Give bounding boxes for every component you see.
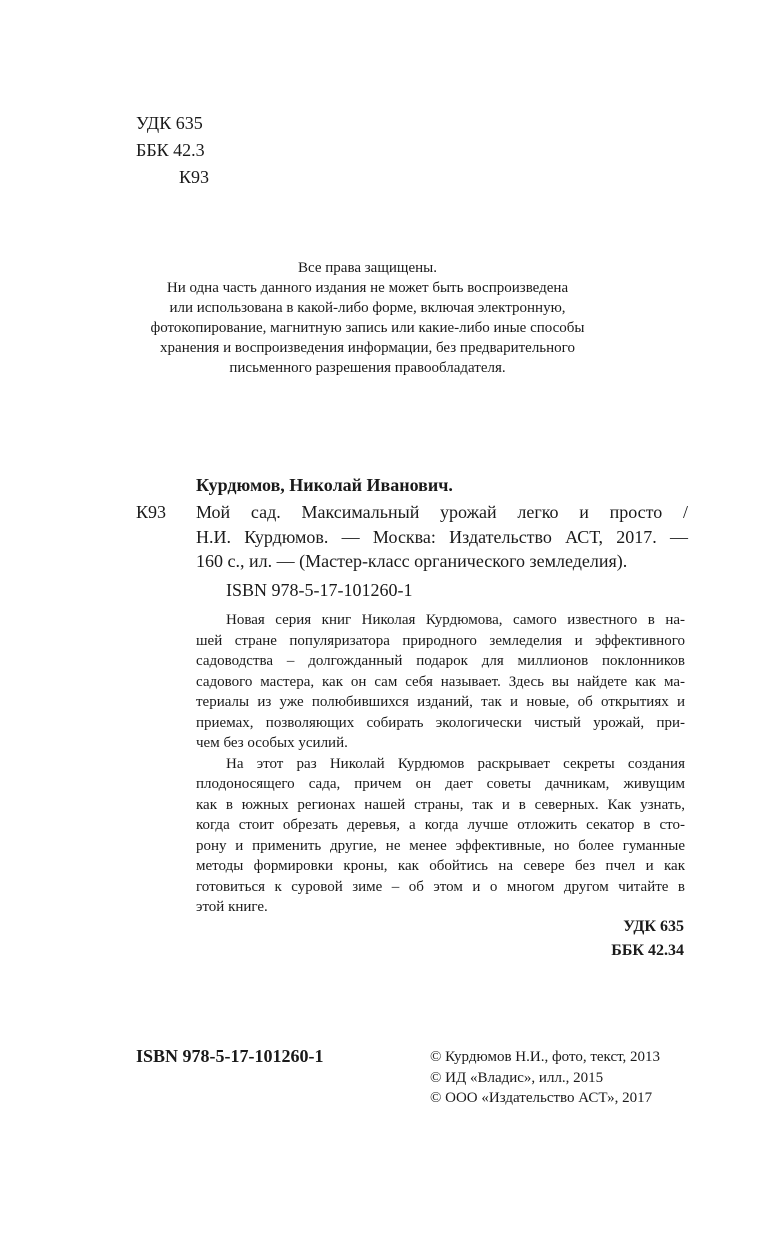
annotation-line: териалы из уже полюбившихся изданий, так и новые, об открытиях и: [196, 694, 685, 710]
classification-codes: [136, 110, 209, 191]
bbk-code: ББК 42.3: [136, 140, 205, 160]
rights-line: или использована в какой-либо форме, включая электронную,: [169, 300, 566, 316]
annotation-line: садоводства – долгожданный подарок для миллионов поклонников: [196, 653, 685, 669]
annotation-line: когда стоит обрезать деревья, а когда лучше отложить секатор в сто-: [196, 817, 685, 833]
author-mark: К93: [179, 167, 210, 187]
author-heading: Курдюмов, Николай Иванович.: [196, 475, 453, 495]
annotation-line: плодоносящего сада, причем он дает советы дачникам, живущим: [196, 776, 685, 792]
copyright-block: [430, 1047, 660, 1109]
annotation-line: чем без особых усилий.: [196, 735, 348, 751]
footer-udk-code: УДК 635: [623, 918, 684, 935]
annotation-line: садового мастера, как он сам себя называет. Здесь вы найдете как ма-: [196, 673, 685, 690]
footer-bbk-code: ББК 42.34: [611, 942, 684, 959]
rights-line: хранения и воспроизведения информации, без предварительного: [160, 340, 575, 356]
bib-author-mark: К93: [136, 502, 167, 522]
annotation-line: На этот раз Николай Курдюмов раскрывает секреты создания: [226, 755, 685, 772]
bib-line: Н.И. Курдюмов. — Москва: Издательство АСТ, 2017. —: [196, 526, 688, 547]
rights-line: фотокопирование, магнитную запись или какие-либо иные способы: [150, 320, 585, 336]
bib-line: Мой сад. Максимальный урожай легко и просто /: [196, 502, 688, 522]
bibliographic-description: [196, 500, 688, 574]
rights-line: письменного разрешения правообладателя.: [229, 360, 506, 376]
annotation-line: Новая серия книг Николая Курдюмова, самого известного в на-: [226, 612, 685, 628]
bib-line: 160 с., ил. — (Мастер-класс органического земледелия).: [196, 551, 628, 571]
footer-isbn: ISBN 978-5-17-101260-1: [136, 1046, 324, 1066]
rights-notice: [100, 258, 635, 378]
footer-classification-codes: [611, 915, 684, 963]
rights-line: Все права защищены.: [298, 260, 437, 276]
annotation-line: рону и применить другие, не менее эффективные, но более гуманные: [196, 837, 685, 854]
annotation-line: приемах, позволяющих собирать экологически чистый урожай, при-: [196, 714, 685, 731]
udk-code: УДК 635: [136, 113, 203, 133]
annotation-line: методы формировки кроны, как обойтись на севере без пчел и как: [196, 858, 685, 874]
annotation-line: шей стране популяризатора природного земледелия и эффективного: [196, 632, 685, 649]
annotation-line: как в южных регионах нашей страны, так и в северных. Как узнать,: [196, 796, 685, 813]
copyright-line: © ИД «Владис», илл., 2015: [430, 1069, 604, 1086]
annotation-line: готовиться к суровой зиме – об этом и о многом другом читайте в: [196, 878, 685, 895]
annotation: [196, 610, 685, 918]
copyright-line: © Курдюмов Н.И., фото, текст, 2013: [430, 1049, 661, 1065]
bib-isbn: ISBN 978-5-17-101260-1: [226, 580, 413, 600]
rights-line: Ни одна часть данного издания не может быть воспроизведена: [166, 280, 569, 296]
annotation-line: этой книге.: [196, 899, 268, 915]
copyright-line: © ООО «Издательство АСТ», 2017: [430, 1090, 653, 1106]
